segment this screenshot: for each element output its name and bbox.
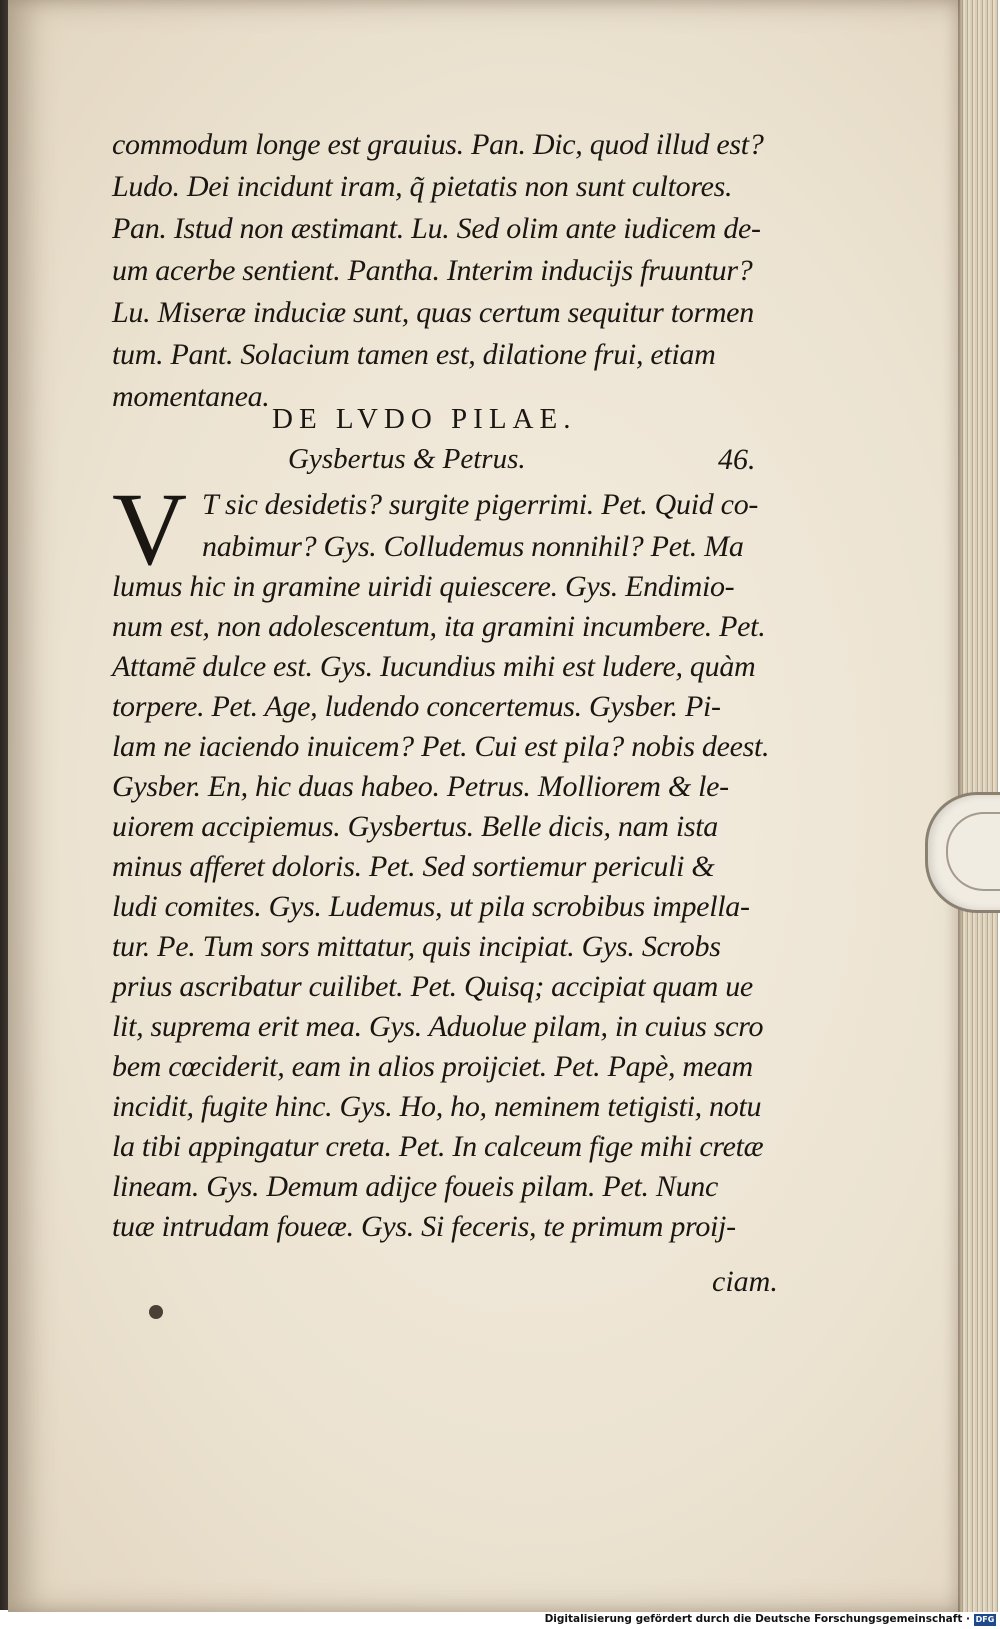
footer-credit: Digitalisierung gefördert durch die Deutsche Forschungsgemeinschaft · — [544, 1613, 970, 1625]
text-line: T sic desidetis? surgite pigerrimi. Pet. Quid co- — [202, 488, 759, 521]
text-line: nabimur? Gys. Colludemus nonnihil? Pet. Ma — [202, 530, 744, 563]
text-line: uiorem accipiemus. Gysbertus. Belle dicis, nam ista — [112, 810, 718, 843]
section-heading: DE LVDO PILAE. — [272, 403, 577, 435]
digitization-footer — [0, 1612, 1000, 1629]
dfg-logo-icon: DFG — [975, 1615, 995, 1624]
text-line: tur. Pe. Tum sors mittatur, quis incipiat. Gys. Scrobs — [112, 930, 721, 963]
text-line: momentanea. — [112, 380, 270, 413]
text-line: lumus hic in gramine uiridi quiescere. Gys. Endimio- — [112, 570, 735, 603]
paper-hole — [149, 1305, 163, 1319]
text-line: Attamē dulce est. Gys. Iucundius mihi est ludere, quàm — [112, 650, 756, 683]
text-line: num est, non adolescentum, ita gramini incumbere. Pet. — [112, 610, 766, 643]
text-line: ludi comites. Gys. Ludemus, ut pila scrobibus impella- — [112, 890, 750, 923]
drop-capital: V — [112, 472, 188, 587]
text-line: Lu. Miseræ induciæ sunt, quas certum sequitur tormen — [112, 296, 754, 329]
text-line: la tibi appingatur creta. Pet. In calceum fige mihi cretæ — [112, 1130, 764, 1163]
text-line: Pan. Istud non æstimant. Lu. Sed olim ante iudicem de- — [112, 212, 761, 245]
colloquy-number: 46. — [718, 443, 756, 476]
catchword: ciam. — [712, 1265, 778, 1298]
text-line: lineam. Gys. Demum adijce foueis pilam. Pet. Nunc — [112, 1170, 719, 1203]
text-line: tuæ intrudam foueæ. Gys. Si feceris, te primum proij- — [112, 1210, 736, 1243]
text-line: Gysber. En, hic duas habeo. Petrus. Molliorem & le- — [112, 770, 729, 803]
text-line: incidit, fugite hinc. Gys. Ho, ho, neminem tetigisti, notu — [112, 1090, 762, 1123]
text-line: um acerbe sentient. Pantha. Interim inducijs fruuntur? — [112, 254, 753, 287]
text-line: lit, suprema erit mea. Gys. Aduolue pilam, in cuius scro — [112, 1010, 764, 1043]
text-line: tum. Pant. Solacium tamen est, dilatione frui, etiam — [112, 338, 716, 371]
text-line: prius ascribatur cuilibet. Pet. Quisq; accipiat quam ue — [112, 970, 753, 1003]
text-line: Ludo. Dei incidunt iram, q̃ pietatis non sunt cultores. — [112, 170, 733, 203]
text-line: commodum longe est grauius. Pan. Dic, quod illud est? — [112, 128, 764, 161]
text-line: minus afferet doloris. Pet. Sed sortiemur periculi & — [112, 850, 715, 883]
text-line: torpere. Pet. Age, ludendo concertemus. Gysber. Pi- — [112, 690, 721, 723]
text-line: lam ne iaciendo inuicem? Pet. Cui est pila? nobis deest. — [112, 730, 770, 763]
text-line: bem cœciderit, eam in alios proijciet. Pet. Papè, meam — [112, 1050, 753, 1083]
section-speakers: Gysbertus & Petrus. — [288, 443, 526, 475]
